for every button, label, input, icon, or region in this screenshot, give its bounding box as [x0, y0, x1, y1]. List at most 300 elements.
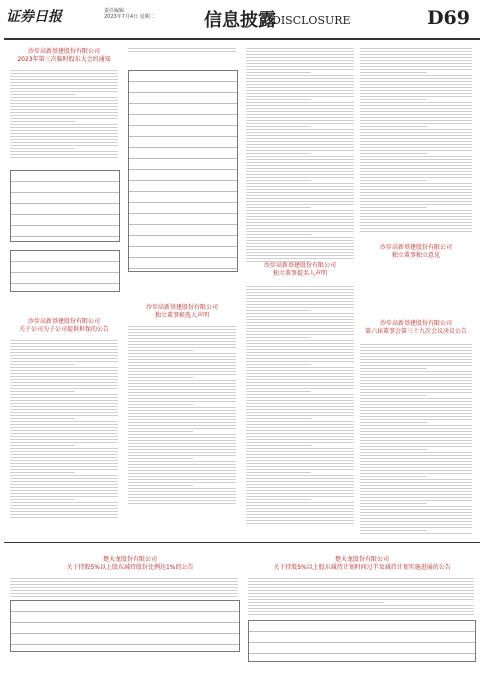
- text-line: [128, 422, 236, 423]
- text-line: [246, 216, 354, 217]
- text-line: [10, 466, 118, 467]
- text-line: [128, 48, 236, 49]
- text-line: [10, 85, 118, 86]
- text-line: [246, 240, 354, 241]
- text-line: [360, 57, 472, 58]
- table-row: [249, 643, 475, 654]
- text-line: [246, 180, 311, 181]
- notice-heading-3: [128, 304, 236, 320]
- text-line: [246, 213, 354, 214]
- table-row: [249, 621, 475, 632]
- text-line: [248, 593, 474, 594]
- text-line: [246, 418, 311, 419]
- text-line: [10, 493, 118, 494]
- text-line: [360, 404, 472, 405]
- text-line: [246, 138, 354, 139]
- text-line: [128, 383, 236, 384]
- text-line: [246, 499, 311, 500]
- text-line: [10, 499, 75, 500]
- text-line: [10, 581, 238, 582]
- text-line: [10, 439, 118, 440]
- text-line: [246, 424, 354, 425]
- text-line: [360, 452, 472, 453]
- text-line: [246, 508, 354, 509]
- text-line: [360, 425, 472, 426]
- table-row: [129, 115, 237, 126]
- text-line: [246, 114, 354, 115]
- table-row: [129, 181, 237, 192]
- text-line: [246, 48, 354, 49]
- text-line: [10, 397, 118, 398]
- text-line: [10, 82, 118, 83]
- text-line: [10, 442, 118, 443]
- text-line: [246, 105, 354, 106]
- table-row: [129, 214, 237, 225]
- text-line: [246, 388, 354, 389]
- text-line: [10, 133, 118, 134]
- text-line: [10, 484, 118, 485]
- text-line: [246, 520, 354, 521]
- text-line: [10, 511, 118, 512]
- text-line: [246, 249, 354, 250]
- text-line: [246, 445, 311, 446]
- table-row: [11, 612, 239, 623]
- text-line: [360, 365, 472, 366]
- notice-title-8: 关于持股5%以上股东减持计划时间过半及减持计划实施进展的公告: [273, 564, 451, 571]
- text-line: [360, 419, 472, 420]
- text-line: [246, 289, 354, 290]
- text-line: [10, 109, 118, 110]
- text-line: [10, 502, 118, 503]
- text-line: [128, 437, 236, 438]
- text-line: [246, 406, 354, 407]
- text-line: [360, 174, 472, 175]
- table-row: [129, 82, 237, 93]
- text-line: [10, 478, 118, 479]
- text-line: [10, 596, 238, 597]
- notice-title-1: 2023年第三次临时股东大会的通知: [17, 56, 111, 63]
- text-line: [246, 331, 354, 332]
- text-line: [128, 374, 236, 375]
- text-line: [360, 449, 427, 450]
- text-line: [10, 124, 118, 125]
- text-line: [360, 530, 427, 531]
- text-line: [128, 389, 236, 390]
- text-line: [10, 88, 118, 89]
- table-row: [11, 182, 119, 193]
- notice-title-4: 独立董事提名人声明: [272, 270, 327, 277]
- text-line: [10, 103, 118, 104]
- text-line: [128, 434, 236, 435]
- text-line: [360, 63, 472, 64]
- text-line: [10, 121, 75, 122]
- text-line: [360, 93, 472, 94]
- text-line: [246, 168, 354, 169]
- text-line: [360, 350, 472, 351]
- text-line: [360, 123, 472, 124]
- text-line: [246, 295, 354, 296]
- text-line: [10, 421, 118, 422]
- text-line: [10, 475, 118, 476]
- text-line: [246, 373, 354, 374]
- text-line: [360, 96, 472, 97]
- notice-heading-6: [360, 320, 472, 336]
- text-line: [360, 446, 472, 447]
- text-line: [246, 84, 354, 85]
- text-line: [360, 192, 472, 193]
- table-row: [129, 159, 237, 170]
- text-line: [10, 415, 118, 416]
- text-line: [10, 469, 118, 470]
- text-line: [246, 457, 354, 458]
- table-row: [11, 634, 239, 645]
- text-line: [10, 451, 118, 452]
- text-line: [246, 511, 354, 512]
- bottom-section-divider: [4, 542, 480, 543]
- text-line: [360, 512, 472, 513]
- text-line: [360, 458, 472, 459]
- text-line: [246, 258, 354, 259]
- text-line: [10, 349, 118, 350]
- text-line: [248, 590, 474, 591]
- text-line: [128, 494, 236, 495]
- text-line: [246, 355, 354, 356]
- text-line: [246, 81, 354, 82]
- text-line: [246, 433, 354, 434]
- text-line: [128, 371, 236, 372]
- text-line: [246, 370, 354, 371]
- text-line: [246, 147, 354, 148]
- text-line: [360, 189, 472, 190]
- notice-company-3: 沙步高新基建股份有限公司: [145, 304, 218, 311]
- text-line: [246, 298, 354, 299]
- text-line: [10, 346, 118, 347]
- text-line: [128, 359, 236, 360]
- text-line: [360, 177, 472, 178]
- text-line: [360, 207, 427, 208]
- text-line: [246, 286, 354, 287]
- text-line: [128, 503, 236, 504]
- text-line: [10, 73, 118, 74]
- text-line: [10, 148, 75, 149]
- text-line: [10, 367, 118, 368]
- text-line: [246, 192, 354, 193]
- text-line: [10, 481, 118, 482]
- text-line: [360, 509, 472, 510]
- text-line: [246, 132, 354, 133]
- text-line: [10, 145, 118, 146]
- text-line: [246, 415, 354, 416]
- table-row: [129, 93, 237, 104]
- text-line: [360, 198, 472, 199]
- text-line: [360, 162, 472, 163]
- text-line: [128, 419, 236, 420]
- text-line: [10, 382, 118, 383]
- text-line: [360, 51, 472, 52]
- text-line: [360, 440, 472, 441]
- text-line: [246, 352, 354, 353]
- text-line: [246, 165, 354, 166]
- text-line: [246, 129, 354, 130]
- edit-info: [104, 8, 155, 20]
- masthead: [4, 4, 480, 40]
- text-line: [360, 428, 472, 429]
- text-line: [246, 400, 354, 401]
- text-line: [246, 376, 354, 377]
- text-line: [10, 424, 118, 425]
- text-line: [246, 174, 354, 175]
- text-line: [248, 608, 474, 609]
- text-line: [10, 587, 238, 588]
- text-line: [128, 362, 236, 363]
- table-row: [129, 126, 237, 137]
- text-line: [248, 611, 474, 612]
- text-line: [246, 252, 354, 253]
- notice-company-5: 沙步高新基建股份有限公司: [379, 244, 452, 251]
- text-line: [246, 394, 354, 395]
- text-line: [246, 75, 354, 76]
- text-line: [248, 584, 474, 585]
- text-line: [10, 106, 118, 107]
- body-text-col-3a: [246, 48, 354, 264]
- text-line: [360, 54, 472, 55]
- text-line: [128, 377, 193, 378]
- text-line: [360, 437, 472, 438]
- table-row: [129, 192, 237, 203]
- text-line: [10, 373, 118, 374]
- text-line: [128, 335, 236, 336]
- text-line: [10, 70, 118, 71]
- text-line: [246, 325, 354, 326]
- text-line: [246, 63, 354, 64]
- text-line: [360, 117, 472, 118]
- text-line: [246, 120, 354, 121]
- text-line: [360, 105, 472, 106]
- text-line: [10, 352, 118, 353]
- text-line: [360, 78, 472, 79]
- text-line: [246, 364, 311, 365]
- text-line: [10, 136, 118, 137]
- text-line: [360, 461, 472, 462]
- table-row: [129, 225, 237, 236]
- table-row: [11, 171, 119, 182]
- text-line: [246, 427, 354, 428]
- text-line: [246, 261, 311, 262]
- text-line: [128, 368, 236, 369]
- text-line: [128, 347, 236, 348]
- text-line: [246, 439, 354, 440]
- text-line: [246, 141, 354, 142]
- text-line: [360, 132, 472, 133]
- text-line: [246, 505, 354, 506]
- text-line: [246, 54, 354, 55]
- body-text-col-1b: [10, 340, 118, 520]
- text-line: [10, 433, 118, 434]
- text-line: [246, 102, 354, 103]
- body-text-col-3b: [246, 286, 354, 526]
- text-line: [246, 409, 354, 410]
- text-line: [246, 490, 354, 491]
- text-line: [246, 204, 354, 205]
- text-line: [246, 514, 354, 515]
- notice-company-4: 沙步高新基建股份有限公司: [263, 262, 336, 269]
- text-line: [360, 482, 472, 483]
- body-text-col-1a: [10, 70, 118, 160]
- text-line: [246, 316, 354, 317]
- text-line: [360, 407, 472, 408]
- text-line: [246, 186, 354, 187]
- text-line: [360, 377, 472, 378]
- table-reduction-left: [10, 600, 240, 652]
- text-line: [360, 527, 472, 528]
- text-line: [128, 443, 236, 444]
- text-line: [246, 496, 354, 497]
- table-row: [129, 104, 237, 115]
- text-line: [246, 153, 311, 154]
- text-line: [360, 48, 472, 49]
- text-line: [360, 183, 472, 184]
- text-line: [360, 69, 472, 70]
- text-line: [128, 401, 236, 402]
- notice-heading-7: [40, 556, 220, 572]
- notice-title-6: 第六届董事会第三十九次会议决议公告: [364, 328, 467, 335]
- text-line: [360, 84, 472, 85]
- body-text-col-4b: [360, 344, 472, 536]
- text-line: [128, 431, 193, 432]
- text-line: [246, 460, 354, 461]
- text-line: [128, 473, 236, 474]
- text-line: [360, 186, 472, 187]
- text-line: [360, 386, 472, 387]
- text-line: [128, 404, 193, 405]
- text-line: [360, 180, 427, 181]
- text-line: [246, 307, 354, 308]
- text-line: [360, 401, 472, 402]
- text-line: [246, 358, 354, 359]
- section-title-en: DISCLOSURE: [272, 14, 351, 27]
- text-line: [360, 416, 472, 417]
- text-line: [246, 93, 354, 94]
- table-row: [11, 601, 239, 612]
- text-line: [246, 198, 354, 199]
- text-line: [360, 464, 472, 465]
- text-line: [128, 497, 236, 498]
- text-line: [246, 156, 354, 157]
- table-candidate-info: [128, 70, 238, 272]
- text-line: [10, 370, 118, 371]
- text-line: [246, 87, 354, 88]
- text-line: [360, 371, 472, 372]
- text-line: [246, 322, 354, 323]
- text-line: [10, 118, 118, 119]
- text-line: [10, 508, 118, 509]
- text-line: [128, 485, 193, 486]
- text-line: [246, 346, 354, 347]
- text-line: [10, 490, 118, 491]
- text-line: [360, 518, 472, 519]
- table-row: [11, 251, 119, 262]
- text-line: [246, 463, 354, 464]
- text-line: [246, 177, 354, 178]
- text-line: [246, 126, 311, 127]
- text-line: [246, 472, 311, 473]
- text-line: [360, 473, 472, 474]
- text-line: [360, 228, 472, 229]
- text-line: [246, 451, 354, 452]
- text-line: [360, 389, 472, 390]
- text-line: [10, 112, 118, 113]
- text-line: [128, 51, 236, 52]
- text-line: [246, 111, 354, 112]
- text-line: [360, 213, 472, 214]
- text-line: [128, 455, 236, 456]
- text-line: [10, 115, 118, 116]
- text-line: [360, 374, 472, 375]
- text-line: [246, 222, 354, 223]
- text-line: [10, 355, 118, 356]
- text-line: [360, 90, 472, 91]
- notice-title-7: 关于持股5%以上股东减持股份比例达1%的公告: [66, 564, 194, 571]
- text-line: [360, 201, 472, 202]
- table-row: [129, 258, 237, 269]
- text-line: [360, 60, 472, 61]
- text-line: [360, 524, 472, 525]
- table-row: [129, 236, 237, 247]
- text-line: [246, 493, 354, 494]
- text-line: [10, 430, 118, 431]
- text-line: [360, 159, 472, 160]
- text-line: [360, 470, 472, 471]
- text-line: [360, 87, 472, 88]
- text-line: [360, 353, 472, 354]
- text-line: [246, 469, 354, 470]
- text-line: [246, 523, 354, 524]
- text-line: [360, 392, 472, 393]
- text-line: [10, 505, 118, 506]
- text-line: [246, 379, 354, 380]
- text-line: [246, 231, 354, 232]
- text-line: [10, 97, 118, 98]
- text-line: [360, 150, 472, 151]
- text-line: [10, 418, 75, 419]
- text-line: [360, 485, 472, 486]
- notice-title-2: 关于公司为子公司提供担保的公告: [18, 326, 109, 333]
- text-line: [360, 138, 472, 139]
- text-line: [246, 225, 354, 226]
- text-line: [360, 219, 472, 220]
- text-line: [246, 319, 354, 320]
- text-line: [246, 448, 354, 449]
- text-line: [128, 476, 236, 477]
- text-line: [10, 391, 75, 392]
- text-line: [128, 461, 236, 462]
- text-line: [128, 392, 236, 393]
- text-line: [246, 201, 354, 202]
- text-line: [360, 431, 472, 432]
- text-line: [246, 361, 354, 362]
- body-text-col-4a: [360, 48, 472, 234]
- text-line: [10, 151, 118, 152]
- text-line: [360, 81, 472, 82]
- newspaper-logo: 证券日报: [6, 9, 62, 25]
- text-line: [10, 463, 118, 464]
- text-line: [246, 340, 354, 341]
- text-line: [360, 467, 472, 468]
- text-line: [360, 500, 472, 501]
- text-line: [360, 497, 472, 498]
- text-line: [248, 587, 474, 588]
- text-line: [246, 292, 354, 293]
